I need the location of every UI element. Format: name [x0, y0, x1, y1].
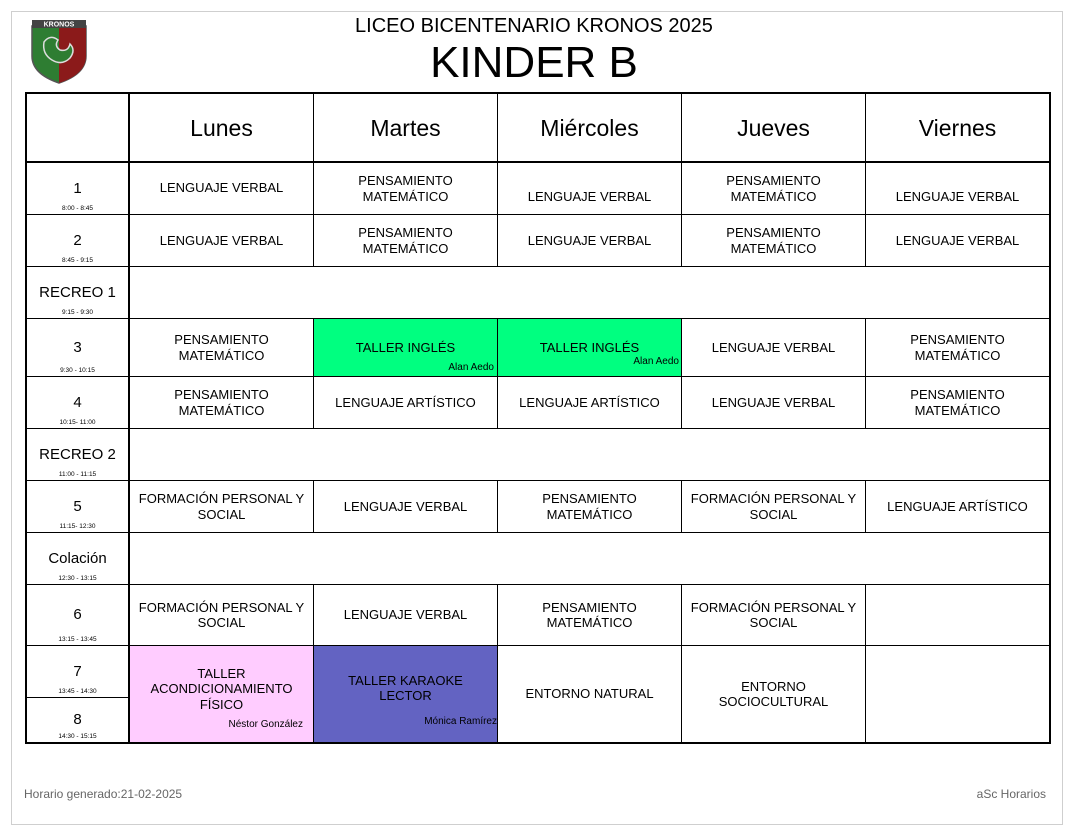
lesson-cell-empty[interactable] — [866, 646, 1049, 742]
period-number: 8 — [73, 711, 82, 728]
period-4-header — [27, 377, 130, 429]
timetable-grid — [25, 92, 1051, 744]
lesson-subject: TALLER INGLÉS — [355, 339, 456, 355]
recreo-1-header — [27, 267, 130, 319]
period-time: 8:00 - 8:45 — [61, 205, 94, 212]
school-title: LICEO BICENTENARIO KRONOS 2025 — [355, 15, 713, 37]
lesson-cell[interactable]: PENSAMIENTO MATEMÁTICO — [130, 319, 314, 377]
period-number: 1 — [73, 179, 82, 197]
day-header-martes: Martes — [314, 94, 498, 163]
software-brand: aSc Horarios — [976, 787, 1046, 801]
lesson-cell[interactable]: LENGUAJE VERBAL — [314, 481, 498, 533]
period-number: RECREO 2 — [39, 445, 116, 463]
lesson-cell[interactable]: LENGUAJE ARTÍSTICO — [314, 377, 498, 429]
teacher-name: Néstor González — [228, 719, 303, 730]
lesson-cell[interactable]: PENSAMIENTO MATEMÁTICO — [682, 163, 866, 215]
lesson-cell-taller-karaoke[interactable] — [314, 646, 498, 742]
teacher-name: Alan Aedo — [633, 356, 679, 367]
lesson-cell[interactable]: PENSAMIENTO MATEMÁTICO — [866, 377, 1049, 429]
colacion-row — [130, 533, 1049, 585]
period-number: 7 — [73, 662, 82, 680]
lesson-cell[interactable]: FORMACIÓN PERSONAL Y SOCIAL — [682, 585, 866, 646]
lesson-cell[interactable]: PENSAMIENTO MATEMÁTICO — [314, 215, 498, 267]
lesson-cell[interactable]: PENSAMIENTO MATEMÁTICO — [130, 377, 314, 429]
class-title: KINDER B — [430, 38, 638, 87]
lesson-cell-taller-ingles[interactable] — [314, 319, 498, 377]
day-header-jueves: Jueves — [682, 94, 866, 163]
period-time: 14:30 - 15:15 — [58, 733, 97, 740]
lesson-cell[interactable]: LENGUAJE ARTÍSTICO — [498, 377, 682, 429]
period-number: 3 — [73, 338, 82, 356]
lesson-subject: TALLER ACONDICIONAMIENTO FÍSICO — [150, 665, 293, 712]
lesson-cell[interactable]: FORMACIÓN PERSONAL Y SOCIAL — [682, 481, 866, 533]
recreo-2-row — [130, 429, 1049, 481]
teacher-name: Alan Aedo — [448, 362, 494, 373]
period-time: 10:15- 11:00 — [59, 419, 96, 426]
lesson-cell[interactable]: ENTORNO NATURAL — [498, 646, 682, 742]
lesson-cell[interactable]: PENSAMIENTO MATEMÁTICO — [314, 163, 498, 215]
lesson-cell-taller-ingles[interactable] — [498, 319, 682, 377]
period-5-header — [27, 481, 130, 533]
period-time: 11:00 - 11:15 — [58, 471, 97, 478]
period-number: 5 — [73, 497, 82, 515]
teacher-name: Mónica Ramírez — [424, 716, 497, 727]
lesson-cell[interactable]: LENGUAJE VERBAL — [866, 163, 1049, 215]
period-time: 13:45 - 14:30 — [58, 688, 97, 695]
day-header-miercoles: Miércoles — [498, 94, 682, 163]
period-time: 13:15 - 13:45 — [58, 636, 97, 643]
lesson-cell[interactable]: LENGUAJE VERBAL — [130, 215, 314, 267]
period-time: 11:15- 12:30 — [59, 523, 96, 530]
day-header-viernes: Viernes — [866, 94, 1049, 163]
lesson-cell[interactable]: FORMACIÓN PERSONAL Y SOCIAL — [130, 585, 314, 646]
period-time: 9:15 - 9:30 — [61, 309, 94, 316]
period-time: 9:30 - 10:15 — [60, 367, 95, 374]
period-number: 4 — [73, 393, 82, 411]
period-number: Colación — [48, 549, 107, 567]
lesson-subject: TALLER KARAOKE LECTOR — [348, 672, 463, 703]
lesson-cell[interactable]: PENSAMIENTO MATEMÁTICO — [498, 481, 682, 533]
period-6-header — [27, 585, 130, 646]
lesson-cell[interactable]: LENGUAJE VERBAL — [314, 585, 498, 646]
lesson-cell[interactable]: LENGUAJE VERBAL — [498, 163, 682, 215]
period-1-header — [27, 163, 130, 215]
lesson-subject: TALLER INGLÉS — [539, 340, 640, 355]
lesson-cell[interactable]: PENSAMIENTO MATEMÁTICO — [866, 319, 1049, 377]
lesson-cell-taller-acondicionamiento[interactable] — [130, 646, 314, 742]
lesson-cell[interactable]: LENGUAJE VERBAL — [682, 319, 866, 377]
day-header-lunes: Lunes — [130, 94, 314, 163]
lesson-cell[interactable]: PENSAMIENTO MATEMÁTICO — [682, 215, 866, 267]
period-3-header — [27, 319, 130, 377]
lesson-cell[interactable]: LENGUAJE VERBAL — [130, 163, 314, 215]
period-time: 12:30 - 13:15 — [58, 575, 97, 582]
recreo-1-row — [130, 267, 1049, 319]
lesson-cell[interactable]: FORMACIÓN PERSONAL Y SOCIAL — [130, 481, 314, 533]
lesson-cell[interactable]: LENGUAJE ARTÍSTICO — [866, 481, 1049, 533]
lesson-cell[interactable]: LENGUAJE VERBAL — [866, 215, 1049, 267]
period-2-header — [27, 215, 130, 267]
period-8-header — [27, 698, 130, 742]
period-time: 8:45 - 9:15 — [61, 257, 94, 264]
lesson-cell[interactable]: LENGUAJE VERBAL — [498, 215, 682, 267]
period-7-header — [27, 646, 130, 698]
period-number: 2 — [73, 231, 82, 249]
corner-cell — [27, 94, 130, 163]
colacion-header — [27, 533, 130, 585]
generated-date: Horario generado:21-02-2025 — [24, 787, 183, 801]
lesson-cell-empty[interactable] — [866, 585, 1049, 646]
lesson-cell[interactable]: PENSAMIENTO MATEMÁTICO — [498, 585, 682, 646]
svg-text:KRONOS: KRONOS — [43, 21, 75, 29]
recreo-2-header — [27, 429, 130, 481]
lesson-cell[interactable]: ENTORNO SOCIOCULTURAL — [682, 646, 866, 742]
lesson-cell[interactable]: LENGUAJE VERBAL — [682, 377, 866, 429]
period-number: RECREO 1 — [39, 283, 116, 301]
period-number: 6 — [73, 606, 82, 623]
